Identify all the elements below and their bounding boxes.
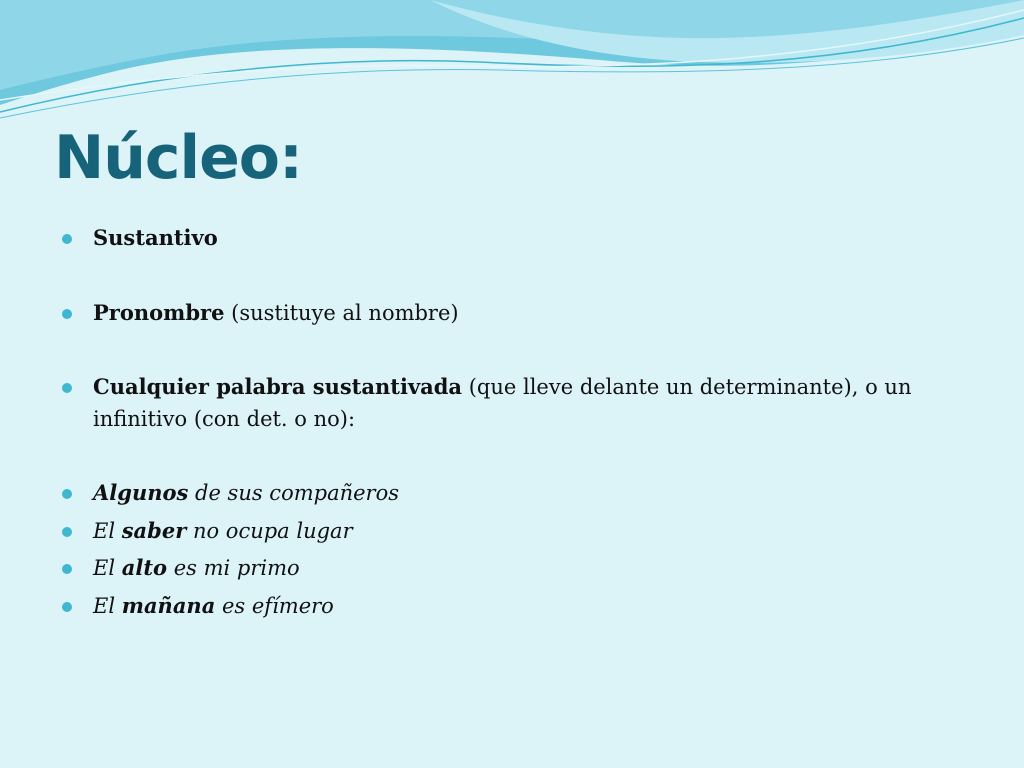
slide-title: Núcleo: xyxy=(54,123,302,193)
example-text: El alto es mi primo xyxy=(93,555,300,580)
bullet-bold-text: Pronombre xyxy=(93,299,225,325)
bullet-dot-icon xyxy=(62,527,72,537)
slide-body xyxy=(62,222,962,622)
bullet-dot-icon xyxy=(62,234,72,244)
bullet-dot-icon xyxy=(62,309,72,319)
bullet-dot-icon xyxy=(62,602,72,612)
bullet-palabra-sustantivada xyxy=(62,371,962,435)
bullet-dot-icon xyxy=(62,564,72,574)
example-item xyxy=(62,552,962,585)
bullet-dot-icon xyxy=(62,383,72,393)
example-item xyxy=(62,590,962,623)
bullet-bold-text: Sustantivo xyxy=(93,225,218,250)
example-text: El mañana es efímero xyxy=(93,592,334,618)
example-bold-word: saber xyxy=(121,517,187,543)
bullet-sustantivo xyxy=(62,222,962,255)
wave-header-decoration xyxy=(0,0,1024,130)
example-bold-word: alto xyxy=(121,555,168,580)
example-text: El saber no ocupa lugar xyxy=(93,517,353,543)
example-item xyxy=(62,477,962,510)
bullet-bold-text: Cualquier palabra sustantivada xyxy=(93,374,463,399)
bullet-dot-icon xyxy=(62,489,72,499)
bullet-pronombre xyxy=(62,297,962,330)
example-item xyxy=(62,515,962,548)
example-text: Algunos de sus compañeros xyxy=(93,480,399,505)
bullet-rest-text: (que lleve delante un determinante), o un infinitivo (con det. o no): xyxy=(93,375,912,431)
bullet-rest-text: (sustituye al nombre) xyxy=(224,300,459,325)
example-bold-word: Algunos xyxy=(93,480,189,505)
example-bold-word: mañana xyxy=(121,592,216,618)
